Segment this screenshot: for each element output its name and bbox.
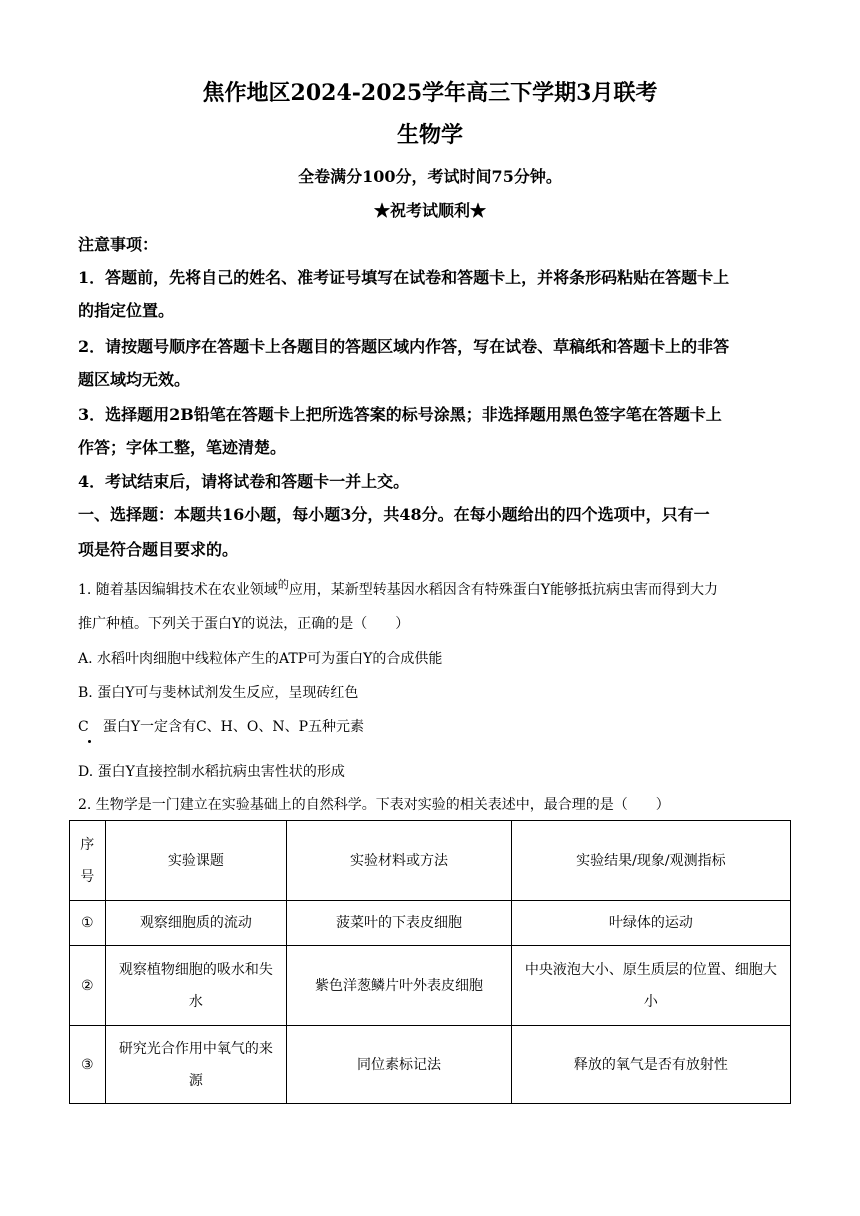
table-cell: 叶绿体的运动: [511, 901, 790, 946]
notice-item-1-cont: 的指定位置。: [78, 301, 175, 320]
table-cell: 观察细胞质的流动: [105, 901, 287, 946]
table-header-row: [70, 821, 791, 901]
stray-dot-mark: [88, 740, 91, 743]
question-1-stem-a: 1. 随着基因编辑技术在农业领域: [78, 582, 278, 598]
table-header-cell: [70, 821, 106, 901]
table-row: [70, 1026, 791, 1104]
question-1-option-c: C 蛋白Y一定含有C、H、O、N、P五种元素: [78, 719, 365, 735]
question-1-option-d: D. 蛋白Y直接控制水稻抗病虫害性状的形成: [78, 764, 345, 780]
exam-title: 焦作地区2024-2025学年高三下学期3月联考: [202, 80, 658, 106]
table-cell: 释放的氧气是否有放射性: [511, 1026, 790, 1104]
table-cell: [511, 946, 790, 1026]
table-row: [70, 946, 791, 1026]
section-heading: 一、选择题：本题共16小题，每小题3分，共48分。在每小题给出的四个选项中，只有一: [78, 505, 710, 524]
experiment-table: [69, 820, 791, 1104]
notice-item-2-cont: 题区域均无效。: [78, 370, 191, 389]
table-header-cell: 实验材料或方法: [287, 821, 511, 901]
notice-heading: 注意事项：: [78, 235, 159, 254]
table-header-cell: 实验课题: [105, 821, 287, 901]
table-cell: 菠菜叶的下表皮细胞: [287, 901, 511, 946]
table-cell: ①: [70, 901, 106, 946]
table-cell: [105, 946, 287, 1026]
table-header-cell: 实验结果/现象/观测指标: [511, 821, 790, 901]
question-1-stem: [78, 579, 718, 599]
header-serial: 序号: [80, 836, 95, 885]
question-1-stem-cont: 推广种植。下列关于蛋白Y的说法，正确的是（ ）: [78, 616, 410, 632]
table-cell-text: 中央液泡大小、原生质层的位置、细胞大小: [524, 961, 777, 1010]
table-row: [70, 901, 791, 946]
question-1-stem-b: 应用，某新型转基因水稻因含有特殊蛋白Y能够抵抗病虫害而得到大力: [288, 582, 719, 598]
exam-meta: 全卷满分100分，考试时间75分钟。: [298, 167, 562, 186]
notice-item-2: 2．请按题号顺序在答题卡上各题目的答题区域内作答，写在试卷、草稿纸和答题卡上的非答: [78, 337, 730, 356]
question-2-stem: 2. 生物学是一门建立在实验基础上的自然科学。下表对实验的相关表述中，最合理的是（ ）: [78, 797, 670, 813]
table-cell-text: 观察植物细胞的吸水和失水: [118, 961, 273, 1010]
table-cell-text: 研究光合作用中氧气的来源: [118, 1040, 273, 1089]
notice-item-4: 4．考试结束后，请将试卷和答题卡一并上交。: [78, 472, 410, 491]
question-1-option-b: B. 蛋白Y可与斐林试剂发生反应，呈现砖红色: [78, 685, 359, 701]
table-cell: [105, 1026, 287, 1104]
subject-title: 生物学: [396, 122, 463, 148]
question-1-option-a: A. 水稻叶肉细胞中线粒体产生的ATP可为蛋白Y的合成供能: [78, 651, 443, 667]
question-1-stem-sup: 的: [277, 578, 289, 591]
table-cell: 紫色洋葱鳞片叶外表皮细胞: [287, 946, 511, 1026]
notice-item-3: 3．选择题用2B铅笔在答题卡上把所选答案的标号涂黑；非选择题用黑色签字笔在答题卡上: [78, 405, 722, 424]
table-cell: ③: [70, 1026, 106, 1104]
notice-item-3-cont: 作答；字体工整，笔迹清楚。: [78, 438, 287, 457]
table-cell: 同位素标记法: [287, 1026, 511, 1104]
section-heading-cont: 项是符合题目要求的。: [78, 540, 239, 559]
table-cell: ②: [70, 946, 106, 1026]
notice-item-1: 1．答题前，先将自己的姓名、准考证号填写在试卷和答题卡上，并将条形码粘贴在答题卡上: [78, 268, 730, 287]
good-luck-line: ★祝考试顺利★: [373, 201, 486, 220]
